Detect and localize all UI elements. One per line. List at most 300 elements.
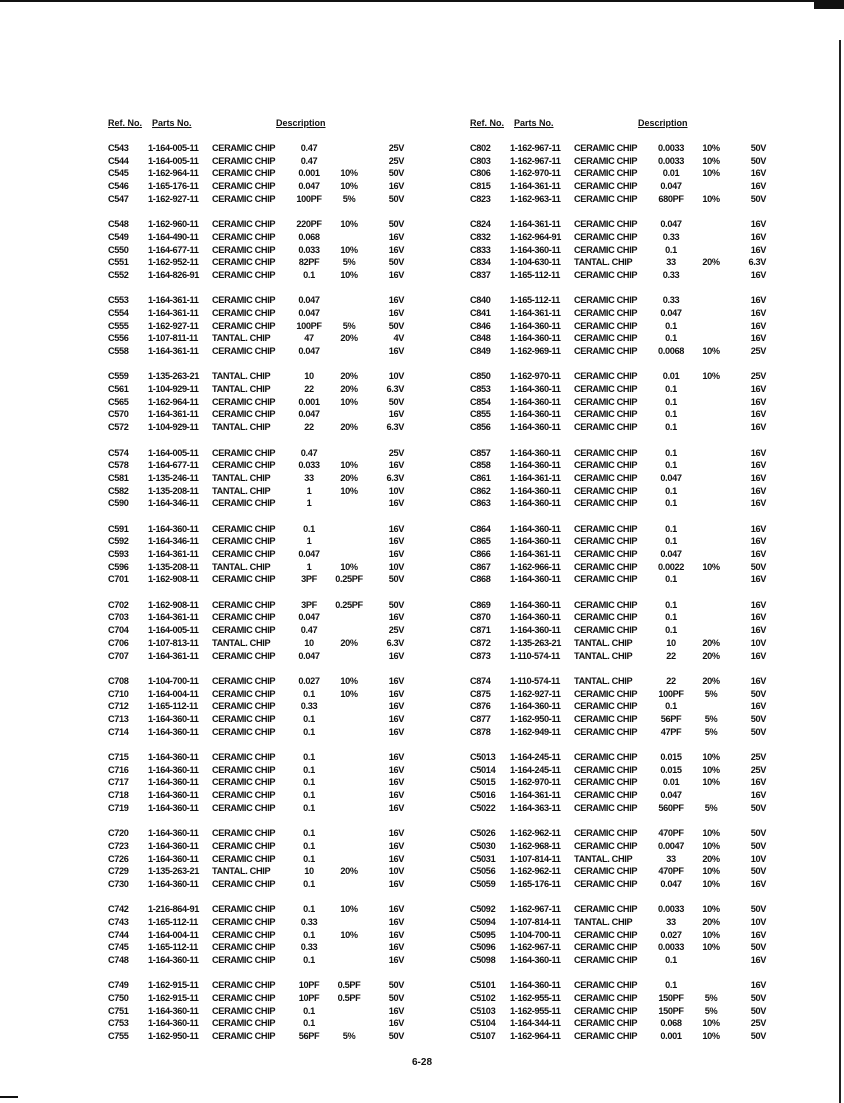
voltage: 6.3V: [386, 472, 404, 483]
parts-no: 1-164-360-11: [510, 244, 561, 255]
voltage: 16V: [388, 1005, 404, 1016]
description: CERAMIC CHIP: [212, 713, 276, 724]
description: CERAMIC CHIP: [574, 1018, 638, 1029]
tolerance: 20%: [340, 422, 358, 433]
ref-no: C592: [108, 536, 129, 547]
value: 680PF: [658, 193, 684, 204]
ref-no: C5031: [470, 853, 496, 864]
description: CERAMIC CHIP: [212, 143, 276, 153]
description: CERAMIC CHIP: [212, 193, 276, 204]
voltage: 50V: [388, 993, 404, 1004]
parts-no: 1-162-964-11: [148, 396, 199, 407]
ref-no: C551: [108, 257, 129, 268]
voltage: 16V: [750, 485, 766, 496]
description: CERAMIC CHIP: [574, 244, 638, 255]
description: CERAMIC CHIP: [574, 955, 638, 965]
ref-no: C840: [470, 295, 491, 306]
voltage: 16V: [388, 955, 404, 965]
parts-no: 1-164-360-11: [510, 447, 561, 458]
description: TANTAL. CHIP: [212, 561, 271, 572]
ref-no: C841: [470, 307, 491, 318]
voltage: 16V: [750, 549, 766, 559]
value: 10PF: [298, 993, 320, 1004]
description: CERAMIC CHIP: [212, 993, 276, 1004]
parts-no: 1-164-360-11: [510, 498, 561, 509]
value: 10: [304, 371, 314, 382]
description: CERAMIC CHIP: [574, 802, 638, 813]
parts-no: 1-162-927-11: [510, 688, 561, 699]
ref-no: C863: [470, 498, 491, 509]
voltage: 16V: [750, 168, 766, 179]
description: CERAMIC CHIP: [574, 460, 638, 471]
description: CERAMIC CHIP: [212, 536, 276, 547]
tolerance: 10%: [702, 193, 720, 204]
header-description: Description: [638, 118, 688, 128]
header-parts-no: Parts No.: [152, 118, 192, 128]
voltage: 25V: [388, 143, 404, 153]
voltage: 50V: [750, 840, 766, 851]
description: CERAMIC CHIP: [574, 993, 638, 1004]
parts-no: 1-162-964-11: [148, 168, 199, 179]
description: CERAMIC CHIP: [574, 307, 638, 318]
parts-no: 1-162-967-11: [510, 904, 561, 915]
parts-no: 1-164-360-11: [148, 764, 199, 775]
voltage: 16V: [388, 269, 404, 280]
voltage: 25V: [388, 155, 404, 166]
tolerance: 5%: [342, 320, 356, 331]
tolerance: 10%: [340, 269, 358, 280]
parts-no: 1-162-960-11: [148, 219, 199, 230]
parts-no: 1-164-344-11: [510, 1018, 561, 1029]
tolerance: 20%: [340, 472, 358, 483]
value: 560PF: [658, 802, 684, 813]
voltage: 16V: [750, 219, 766, 230]
tolerance: 10%: [340, 396, 358, 407]
value: 0.047: [660, 790, 682, 801]
voltage: 50V: [750, 155, 766, 166]
voltage: 16V: [388, 536, 404, 547]
tolerance: 10%: [702, 168, 720, 179]
tolerance: 5%: [342, 257, 356, 268]
voltage: 16V: [388, 828, 404, 839]
tolerance: 20%: [340, 333, 358, 344]
parts-no: 1-164-361-11: [148, 650, 199, 661]
description: CERAMIC CHIP: [212, 295, 276, 306]
ref-no: C755: [108, 1031, 129, 1042]
parts-no: 1-164-360-11: [510, 612, 561, 623]
tolerance: 10%: [702, 777, 720, 788]
voltage: 10V: [388, 371, 404, 382]
parts-no: 1-164-360-11: [148, 828, 199, 839]
parts-no: 1-162-969-11: [510, 346, 561, 356]
value: 0.1: [665, 460, 677, 471]
ref-no: C570: [108, 409, 129, 420]
voltage: 16V: [388, 701, 404, 712]
voltage: 50V: [388, 1031, 404, 1042]
parts-no: 1-164-361-11: [148, 307, 199, 318]
description: CERAMIC CHIP: [574, 536, 638, 547]
voltage: 16V: [750, 612, 766, 623]
voltage: 10V: [388, 485, 404, 496]
description: CERAMIC CHIP: [212, 574, 276, 585]
value: 0.1: [303, 777, 315, 788]
description: CERAMIC CHIP: [574, 523, 638, 534]
parts-no: 1-164-360-11: [148, 777, 199, 788]
voltage: 16V: [750, 498, 766, 509]
description: CERAMIC CHIP: [212, 777, 276, 788]
value: 33: [666, 853, 676, 864]
ref-no: C5095: [470, 929, 496, 940]
parts-no: 1-164-360-11: [148, 955, 199, 965]
description: CERAMIC CHIP: [574, 828, 638, 839]
parts-no: 1-162-963-11: [510, 193, 561, 204]
voltage: 16V: [388, 802, 404, 813]
value: 0.001: [298, 396, 320, 407]
parts-no: 1-164-245-11: [510, 764, 561, 775]
value: 3PF: [301, 599, 317, 610]
ref-no: C545: [108, 168, 129, 179]
tolerance: 20%: [340, 384, 358, 395]
description: CERAMIC CHIP: [574, 752, 638, 762]
description: CERAMIC CHIP: [574, 219, 638, 230]
parts-no: 1-164-360-11: [510, 599, 561, 610]
value: 0.047: [298, 409, 320, 420]
value: 0.068: [660, 1018, 682, 1029]
voltage: 16V: [750, 384, 766, 395]
value: 0.1: [665, 409, 677, 420]
parts-no: 1-110-574-11: [510, 650, 560, 661]
value: 0.01: [662, 371, 680, 382]
value: 0.1: [665, 612, 677, 623]
ref-no: C572: [108, 422, 129, 433]
parts-no: 1-162-908-11: [148, 574, 199, 585]
voltage: 16V: [750, 650, 766, 661]
ref-no: C715: [108, 752, 129, 762]
tolerance: 10%: [340, 929, 358, 940]
parts-no: 1-164-677-11: [148, 244, 199, 255]
tolerance: 10%: [702, 561, 720, 572]
tolerance: 20%: [702, 675, 720, 686]
value: 100PF: [296, 193, 322, 204]
parts-no: 1-164-360-11: [148, 853, 199, 864]
ref-no: C837: [470, 269, 491, 280]
parts-no: 1-162-915-11: [148, 980, 199, 991]
ref-no: C714: [108, 726, 129, 737]
value: 0.01: [662, 777, 680, 788]
description: TANTAL. CHIP: [574, 257, 633, 268]
parts-no: 1-164-361-11: [148, 346, 199, 356]
parts-no: 1-164-361-11: [510, 219, 561, 230]
parts-no: 1-164-004-11: [148, 688, 199, 699]
voltage: 16V: [388, 752, 404, 762]
parts-no: 1-104-700-11: [510, 929, 561, 940]
value: 22: [304, 422, 314, 433]
parts-no: 1-164-360-11: [148, 726, 199, 737]
ref-no: C574: [108, 447, 129, 458]
value: 0.1: [665, 498, 677, 509]
parts-no: 1-135-246-11: [148, 472, 199, 483]
ref-no: C5056: [470, 866, 496, 877]
tolerance: 10%: [702, 904, 720, 915]
value: 0.0033: [657, 143, 684, 153]
description: CERAMIC CHIP: [574, 472, 638, 483]
voltage: 16V: [750, 409, 766, 420]
parts-no: 1-107-813-11: [148, 637, 199, 648]
value: 22: [666, 650, 676, 661]
value: 10: [666, 637, 676, 648]
value: 1: [306, 561, 312, 572]
ref-no: C869: [470, 599, 491, 610]
value: 150PF: [658, 993, 684, 1004]
description: CERAMIC CHIP: [212, 168, 276, 179]
scan-bottom-mark: [0, 1096, 18, 1098]
ref-no: C833: [470, 244, 491, 255]
page-number: 6-28: [411, 1057, 432, 1068]
ref-no: C5059: [470, 878, 496, 889]
header-parts-no: Parts No.: [514, 118, 554, 128]
ref-no: C806: [470, 168, 491, 179]
tolerance: 5%: [342, 193, 356, 204]
value: 1: [306, 536, 312, 547]
parts-no: 1-135-263-21: [148, 866, 199, 877]
voltage: 16V: [388, 181, 404, 192]
voltage: 16V: [750, 231, 766, 242]
ref-no: C707: [108, 650, 129, 661]
value: 22: [304, 384, 314, 395]
tolerance: 5%: [704, 802, 718, 813]
ref-no: C824: [470, 219, 491, 230]
value: 0.33: [300, 916, 318, 927]
tolerance: 10%: [702, 840, 720, 851]
ref-no: C719: [108, 802, 129, 813]
voltage: 16V: [388, 549, 404, 559]
ref-no: C802: [470, 143, 491, 153]
value: 0.047: [298, 295, 320, 306]
parts-no: 1-164-005-11: [148, 447, 199, 458]
value: 0.1: [665, 523, 677, 534]
tolerance: 10%: [340, 561, 358, 572]
voltage: 16V: [388, 1018, 404, 1029]
tolerance: 10%: [702, 764, 720, 775]
description: CERAMIC CHIP: [212, 599, 276, 610]
description: CERAMIC CHIP: [212, 853, 276, 864]
parts-no: 1-164-360-11: [148, 1005, 199, 1016]
ref-no: C873: [470, 650, 491, 661]
value: 0.1: [303, 752, 315, 762]
ref-no: C749: [108, 980, 129, 991]
ref-no: C834: [470, 257, 491, 268]
value: 10: [304, 637, 314, 648]
ref-no: C866: [470, 549, 491, 559]
ref-no: C554: [108, 307, 129, 318]
description: CERAMIC CHIP: [212, 942, 276, 953]
value: 0.1: [665, 320, 677, 331]
value: 0.1: [303, 828, 315, 839]
ref-no: C559: [108, 371, 129, 382]
tolerance: 0.25PF: [335, 574, 363, 585]
voltage: 16V: [750, 625, 766, 636]
description: CERAMIC CHIP: [212, 244, 276, 255]
description: CERAMIC CHIP: [574, 878, 638, 889]
ref-no: C703: [108, 612, 129, 623]
voltage: 50V: [388, 257, 404, 268]
description: CERAMIC CHIP: [574, 929, 638, 940]
parts-no: 1-164-360-11: [148, 878, 199, 889]
parts-no: 1-162-967-11: [510, 143, 561, 153]
value: 0.1: [665, 574, 677, 585]
voltage: 16V: [750, 701, 766, 712]
voltage: 16V: [388, 460, 404, 471]
voltage: 16V: [388, 904, 404, 915]
value: 33: [304, 472, 314, 483]
voltage: 16V: [388, 688, 404, 699]
description: CERAMIC CHIP: [212, 155, 276, 166]
parts-no: 1-164-346-11: [148, 536, 199, 547]
description: CERAMIC CHIP: [574, 625, 638, 636]
parts-no: 1-164-360-11: [510, 980, 561, 991]
parts-no: 1-104-929-11: [148, 384, 199, 395]
voltage: 50V: [388, 193, 404, 204]
description: CERAMIC CHIP: [212, 307, 276, 318]
value: 0.47: [300, 625, 318, 636]
description: CERAMIC CHIP: [574, 155, 638, 166]
ref-no: C875: [470, 688, 491, 699]
voltage: 50V: [750, 942, 766, 953]
description: CERAMIC CHIP: [574, 726, 638, 737]
ref-no: C856: [470, 422, 491, 433]
tolerance: 5%: [704, 1005, 718, 1016]
tolerance: 10%: [702, 346, 720, 356]
ref-no: C712: [108, 701, 129, 712]
parts-no: 1-216-864-91: [148, 904, 199, 915]
description: CERAMIC CHIP: [574, 612, 638, 623]
tolerance: 5%: [704, 993, 718, 1004]
parts-no: 1-165-112-11: [148, 942, 198, 953]
description: CERAMIC CHIP: [212, 929, 276, 940]
voltage: 16V: [388, 346, 404, 356]
voltage: 16V: [388, 929, 404, 940]
description: CERAMIC CHIP: [212, 752, 276, 762]
description: CERAMIC CHIP: [574, 549, 638, 559]
scan-corner-mark: [814, 0, 844, 9]
parts-no: 1-162-955-11: [510, 993, 561, 1004]
voltage: 16V: [388, 307, 404, 318]
voltage: 50V: [750, 726, 766, 737]
parts-no: 1-162-915-11: [148, 993, 199, 1004]
header-ref-no: Ref. No.: [470, 118, 505, 128]
tolerance: 10%: [340, 219, 358, 230]
ref-no: C710: [108, 688, 129, 699]
description: CERAMIC CHIP: [212, 650, 276, 661]
voltage: 16V: [388, 231, 404, 242]
value: 0.1: [303, 713, 315, 724]
description: CERAMIC CHIP: [574, 231, 638, 242]
value: 1: [306, 485, 312, 496]
ref-no: C591: [108, 523, 129, 534]
ref-no: C868: [470, 574, 491, 585]
parts-no: 1-164-360-11: [148, 713, 199, 724]
tolerance: 10%: [340, 688, 358, 699]
parts-no: 1-165-112-11: [510, 269, 560, 280]
value: 0.1: [665, 244, 677, 255]
tolerance: 0.5PF: [337, 980, 361, 991]
description: TANTAL. CHIP: [574, 675, 633, 686]
description: CERAMIC CHIP: [574, 777, 638, 788]
description: CERAMIC CHIP: [212, 688, 276, 699]
tolerance: 10%: [702, 1031, 720, 1042]
parts-no: 1-165-112-11: [510, 295, 560, 306]
parts-no: 1-135-263-21: [510, 637, 561, 648]
description: CERAMIC CHIP: [574, 295, 638, 306]
value: 1: [306, 498, 312, 509]
voltage: 16V: [388, 409, 404, 420]
description: CERAMIC CHIP: [212, 916, 276, 927]
parts-no: 1-164-361-11: [510, 307, 561, 318]
value: 0.047: [298, 612, 320, 623]
description: TANTAL. CHIP: [212, 866, 271, 877]
voltage: 6.3V: [386, 384, 404, 395]
ref-no: C858: [470, 460, 491, 471]
description: CERAMIC CHIP: [574, 904, 638, 915]
ref-no: C743: [108, 916, 129, 927]
value: 0.33: [662, 269, 680, 280]
ref-no: C558: [108, 346, 129, 356]
description: CERAMIC CHIP: [574, 371, 638, 382]
voltage: 50V: [750, 828, 766, 839]
ref-no: C550: [108, 244, 129, 255]
value: 0.047: [298, 650, 320, 661]
tolerance: 20%: [702, 853, 720, 864]
ref-no: C5016: [470, 790, 496, 801]
parts-no: 1-164-490-11: [148, 231, 199, 242]
parts-no: 1-104-630-11: [510, 257, 561, 268]
voltage: 16V: [750, 675, 766, 686]
description: CERAMIC CHIP: [574, 1005, 638, 1016]
description: CERAMIC CHIP: [212, 460, 276, 471]
tolerance: 0.5PF: [337, 993, 361, 1004]
tolerance: 20%: [340, 866, 358, 877]
parts-no: 1-165-176-11: [510, 878, 561, 889]
description: CERAMIC CHIP: [212, 409, 276, 420]
voltage: 50V: [750, 193, 766, 204]
parts-no: 1-135-263-21: [148, 371, 199, 382]
ref-no: C832: [470, 231, 491, 242]
ref-no: C5092: [470, 904, 496, 915]
ref-no: C581: [108, 472, 129, 483]
parts-no: 1-162-964-11: [510, 1031, 561, 1042]
description: CERAMIC CHIP: [574, 269, 638, 280]
voltage: 25V: [750, 346, 766, 356]
parts-no: 1-162-955-11: [510, 1005, 561, 1016]
description: CERAMIC CHIP: [574, 409, 638, 420]
parts-no: 1-162-908-11: [148, 599, 199, 610]
value: 0.047: [660, 472, 682, 483]
value: 0.027: [298, 675, 320, 686]
ref-no: C5030: [470, 840, 496, 851]
value: 0.0033: [657, 942, 684, 953]
description: TANTAL. CHIP: [574, 853, 633, 864]
description: CERAMIC CHIP: [212, 346, 276, 356]
header-ref-no: Ref. No.: [108, 118, 143, 128]
voltage: 50V: [388, 396, 404, 407]
parts-no: 1-164-360-11: [510, 955, 561, 965]
tolerance: 10%: [702, 1018, 720, 1029]
ref-no: C596: [108, 561, 129, 572]
ref-no: C870: [470, 612, 491, 623]
ref-no: C548: [108, 219, 129, 230]
voltage: 16V: [750, 929, 766, 940]
voltage: 25V: [388, 625, 404, 636]
